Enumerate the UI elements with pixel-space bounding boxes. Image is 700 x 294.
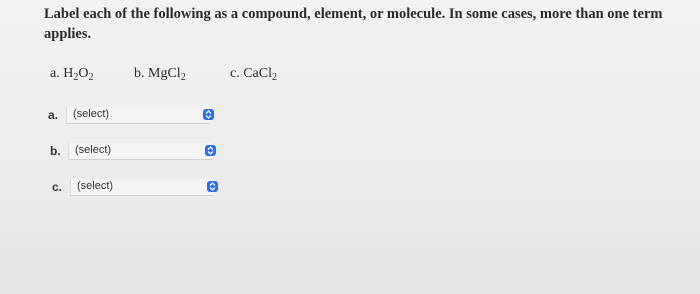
select-b-value: (select) <box>75 144 112 156</box>
answer-row-a <box>48 107 218 125</box>
formula-b <box>134 66 186 83</box>
formula-c-sub: 2 <box>272 72 277 83</box>
up-down-chevron-icon[interactable] <box>205 145 216 156</box>
select-a-value: (select) <box>73 108 110 120</box>
up-down-chevron-icon[interactable] <box>203 109 214 120</box>
answer-row-b <box>50 143 220 161</box>
select-a[interactable] <box>66 107 210 124</box>
formula-a-sub-1: 2 <box>73 72 79 83</box>
question-text: Label each of the following as a compound, element, or molecule. In some cases, more than one term applies. <box>44 6 663 42</box>
formula-b-main: MgCl <box>148 66 181 81</box>
answer-label-c: c. <box>52 180 63 194</box>
answer-label-a: a. <box>48 108 59 122</box>
answer-label-b: b. <box>50 144 61 158</box>
up-down-chevron-icon-svg <box>205 110 212 119</box>
formula-a-o: O <box>78 66 89 81</box>
up-down-chevron-icon-svg <box>207 146 214 155</box>
select-c-value: (select) <box>77 180 114 192</box>
formula-c-main: CaCl <box>243 66 272 81</box>
formula-c-prefix: c. <box>230 66 244 81</box>
formula-a <box>50 66 93 83</box>
formula-c <box>230 66 277 83</box>
select-c[interactable] <box>70 179 214 196</box>
formula-a-h: H <box>63 66 74 81</box>
up-down-chevron-icon-svg <box>209 182 216 191</box>
select-b[interactable] <box>68 143 212 160</box>
formula-b-prefix: b. <box>134 66 148 81</box>
formula-b-sub: 2 <box>180 72 186 83</box>
formula-a-sub-2: 2 <box>88 72 94 83</box>
answer-row-c <box>52 179 222 197</box>
up-down-chevron-icon[interactable] <box>207 181 218 192</box>
formula-a-prefix: a. <box>50 66 64 81</box>
